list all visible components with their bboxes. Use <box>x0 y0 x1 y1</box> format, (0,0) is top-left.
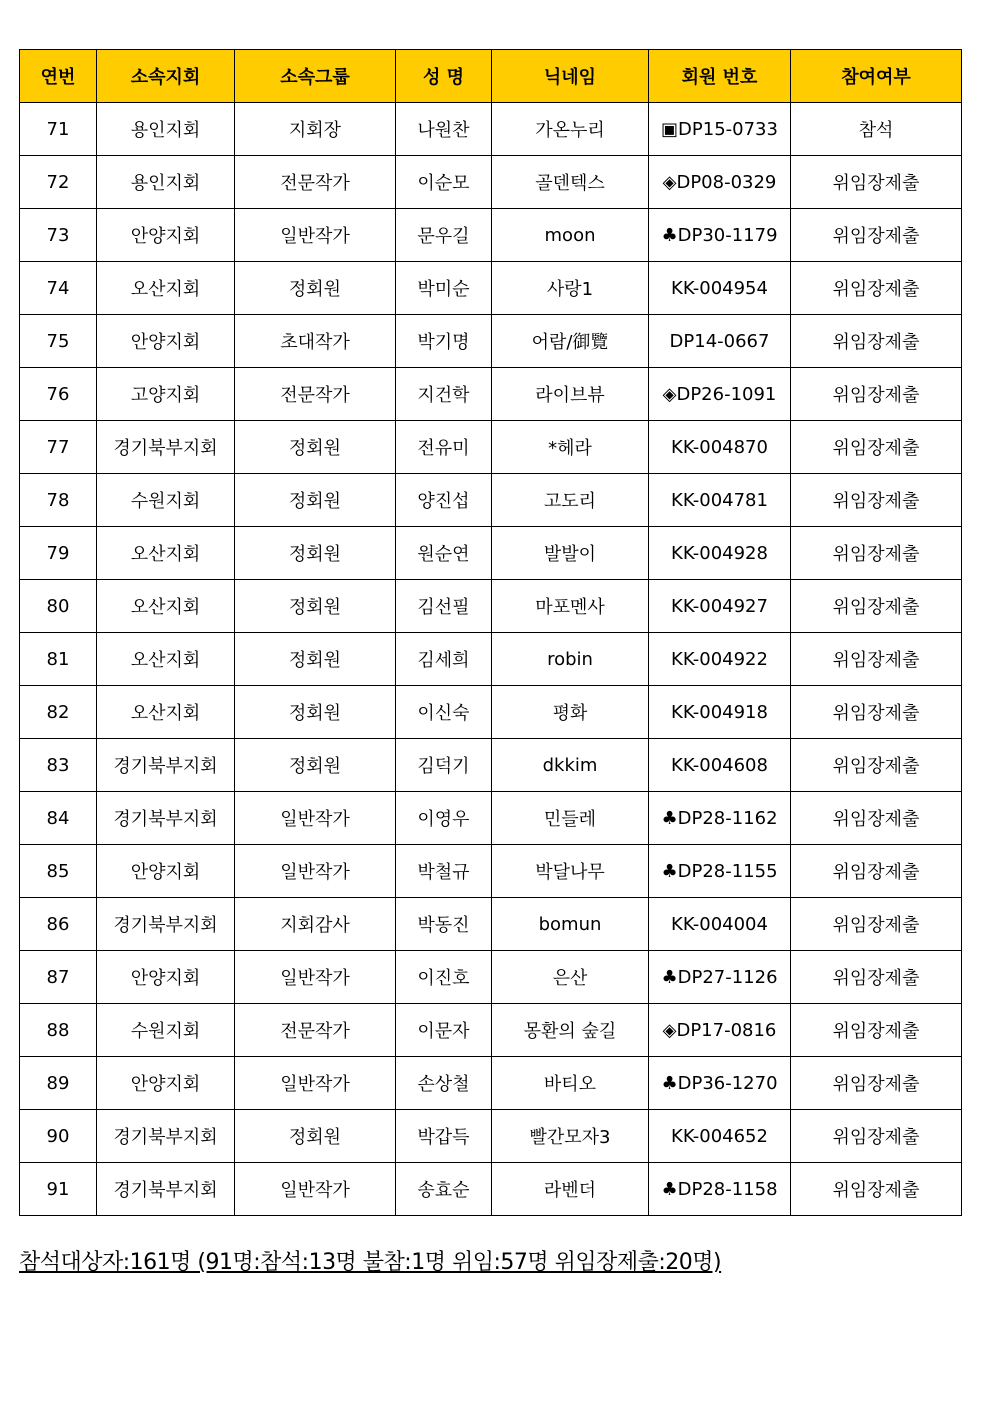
cell-name: 이신숙 <box>396 686 492 739</box>
cell-member-number: ◈DP17-0816 <box>649 1004 791 1057</box>
cell-attendance: 위임장제출 <box>791 527 962 580</box>
table-header-row <box>20 50 962 103</box>
cell-nickname: *헤라 <box>492 421 649 474</box>
cell-attendance: 위임장제출 <box>791 368 962 421</box>
cell-attendance: 위임장제출 <box>791 633 962 686</box>
cell-name: 문우길 <box>396 209 492 262</box>
cell-member-number: ♣DP28-1155 <box>649 845 791 898</box>
cell-nickname: moon <box>492 209 649 262</box>
cell-nickname: 골덴텍스 <box>492 156 649 209</box>
table-row <box>20 209 962 262</box>
cell-member-number: KK-004608 <box>649 739 791 792</box>
cell-group: 초대작가 <box>235 315 396 368</box>
cell-group: 정회원 <box>235 474 396 527</box>
table-row <box>20 1110 962 1163</box>
cell-serial: 86 <box>20 898 97 951</box>
cell-group: 정회원 <box>235 686 396 739</box>
header-nickname: 닉네임 <box>492 50 649 103</box>
cell-member-number: ♣DP27-1126 <box>649 951 791 1004</box>
cell-attendance: 위임장제출 <box>791 315 962 368</box>
cell-nickname: 은산 <box>492 951 649 1004</box>
cell-group: 정회원 <box>235 262 396 315</box>
cell-attendance: 참석 <box>791 103 962 156</box>
cell-serial: 80 <box>20 580 97 633</box>
cell-branch: 안양지회 <box>97 951 235 1004</box>
cell-branch: 용인지회 <box>97 156 235 209</box>
cell-attendance: 위임장제출 <box>791 1004 962 1057</box>
cell-attendance: 위임장제출 <box>791 898 962 951</box>
cell-serial: 84 <box>20 792 97 845</box>
cell-serial: 81 <box>20 633 97 686</box>
cell-name: 박동진 <box>396 898 492 951</box>
cell-member-number: KK-004918 <box>649 686 791 739</box>
cell-name: 박갑득 <box>396 1110 492 1163</box>
cell-name: 양진섭 <box>396 474 492 527</box>
table-row <box>20 1004 962 1057</box>
cell-serial: 83 <box>20 739 97 792</box>
cell-nickname: 라이브뷰 <box>492 368 649 421</box>
attendance-summary: 참석대상자:161명 (91명:참석:13명 불참:1명 위임:57명 위임장제출:20명) <box>19 1250 722 1275</box>
cell-name: 전유미 <box>396 421 492 474</box>
cell-name: 송효순 <box>396 1163 492 1216</box>
table-row <box>20 315 962 368</box>
cell-member-number: KK-004954 <box>649 262 791 315</box>
table-row <box>20 792 962 845</box>
table-row <box>20 580 962 633</box>
cell-branch: 오산지회 <box>97 633 235 686</box>
cell-serial: 87 <box>20 951 97 1004</box>
cell-nickname: 사랑1 <box>492 262 649 315</box>
cell-member-number: ♣DP30-1179 <box>649 209 791 262</box>
cell-attendance: 위임장제출 <box>791 686 962 739</box>
cell-branch: 안양지회 <box>97 315 235 368</box>
cell-nickname: 평화 <box>492 686 649 739</box>
cell-group: 일반작가 <box>235 951 396 1004</box>
cell-member-number: KK-004870 <box>649 421 791 474</box>
cell-attendance: 위임장제출 <box>791 739 962 792</box>
cell-group: 정회원 <box>235 633 396 686</box>
cell-group: 일반작가 <box>235 1163 396 1216</box>
table-row <box>20 898 962 951</box>
cell-nickname: 발발이 <box>492 527 649 580</box>
table-row <box>20 262 962 315</box>
cell-attendance: 위임장제출 <box>791 580 962 633</box>
table-row <box>20 633 962 686</box>
cell-branch: 경기북부지회 <box>97 1110 235 1163</box>
cell-group: 전문작가 <box>235 368 396 421</box>
table-row <box>20 527 962 580</box>
cell-group: 정회원 <box>235 527 396 580</box>
cell-serial: 89 <box>20 1057 97 1110</box>
cell-name: 원순연 <box>396 527 492 580</box>
cell-name: 이진호 <box>396 951 492 1004</box>
table-row <box>20 951 962 1004</box>
cell-member-number: KK-004928 <box>649 527 791 580</box>
cell-group: 전문작가 <box>235 156 396 209</box>
cell-name: 박기명 <box>396 315 492 368</box>
table-row <box>20 156 962 209</box>
cell-group: 정회원 <box>235 421 396 474</box>
cell-name: 김세희 <box>396 633 492 686</box>
cell-attendance: 위임장제출 <box>791 421 962 474</box>
cell-serial: 71 <box>20 103 97 156</box>
cell-member-number: ▣DP15-0733 <box>649 103 791 156</box>
table-row <box>20 1163 962 1216</box>
cell-group: 일반작가 <box>235 845 396 898</box>
cell-nickname: 바티오 <box>492 1057 649 1110</box>
header-branch: 소속지회 <box>97 50 235 103</box>
header-name: 성 명 <box>396 50 492 103</box>
cell-branch: 안양지회 <box>97 209 235 262</box>
cell-attendance: 위임장제출 <box>791 1057 962 1110</box>
cell-attendance: 위임장제출 <box>791 209 962 262</box>
cell-member-number: KK-004652 <box>649 1110 791 1163</box>
cell-name: 이영우 <box>396 792 492 845</box>
cell-nickname: 민들레 <box>492 792 649 845</box>
cell-branch: 경기북부지회 <box>97 792 235 845</box>
cell-name: 이순모 <box>396 156 492 209</box>
cell-attendance: 위임장제출 <box>791 951 962 1004</box>
cell-nickname: 가온누리 <box>492 103 649 156</box>
cell-branch: 고양지회 <box>97 368 235 421</box>
cell-branch: 경기북부지회 <box>97 898 235 951</box>
cell-serial: 90 <box>20 1110 97 1163</box>
cell-group: 정회원 <box>235 739 396 792</box>
cell-nickname: 마포멘사 <box>492 580 649 633</box>
cell-serial: 72 <box>20 156 97 209</box>
cell-name: 이문자 <box>396 1004 492 1057</box>
table-row <box>20 1057 962 1110</box>
cell-serial: 74 <box>20 262 97 315</box>
cell-group: 일반작가 <box>235 1057 396 1110</box>
cell-serial: 75 <box>20 315 97 368</box>
header-attendance: 참여여부 <box>791 50 962 103</box>
cell-branch: 용인지회 <box>97 103 235 156</box>
table-row <box>20 368 962 421</box>
cell-group: 전문작가 <box>235 1004 396 1057</box>
cell-nickname: 어람/御覽 <box>492 315 649 368</box>
header-serial: 연번 <box>20 50 97 103</box>
cell-nickname: 라벤더 <box>492 1163 649 1216</box>
cell-group: 지회장 <box>235 103 396 156</box>
cell-attendance: 위임장제출 <box>791 792 962 845</box>
cell-attendance: 위임장제출 <box>791 1163 962 1216</box>
cell-member-number: KK-004922 <box>649 633 791 686</box>
cell-name: 손상철 <box>396 1057 492 1110</box>
cell-member-number: ♣DP28-1158 <box>649 1163 791 1216</box>
cell-branch: 안양지회 <box>97 845 235 898</box>
cell-name: 박미순 <box>396 262 492 315</box>
cell-serial: 79 <box>20 527 97 580</box>
cell-group: 일반작가 <box>235 792 396 845</box>
cell-serial: 88 <box>20 1004 97 1057</box>
cell-member-number: KK-004927 <box>649 580 791 633</box>
cell-branch: 수원지회 <box>97 1004 235 1057</box>
cell-name: 지건학 <box>396 368 492 421</box>
cell-member-number: KK-004781 <box>649 474 791 527</box>
cell-serial: 76 <box>20 368 97 421</box>
cell-name: 김선필 <box>396 580 492 633</box>
cell-attendance: 위임장제출 <box>791 845 962 898</box>
cell-attendance: 위임장제출 <box>791 1110 962 1163</box>
cell-serial: 85 <box>20 845 97 898</box>
cell-nickname: 빨간모자3 <box>492 1110 649 1163</box>
cell-member-number: ♣DP28-1162 <box>649 792 791 845</box>
cell-branch: 안양지회 <box>97 1057 235 1110</box>
cell-nickname: dkkim <box>492 739 649 792</box>
cell-serial: 73 <box>20 209 97 262</box>
cell-serial: 77 <box>20 421 97 474</box>
cell-attendance: 위임장제출 <box>791 156 962 209</box>
cell-branch: 오산지회 <box>97 580 235 633</box>
cell-attendance: 위임장제출 <box>791 474 962 527</box>
cell-nickname: robin <box>492 633 649 686</box>
cell-member-number: ♣DP36-1270 <box>649 1057 791 1110</box>
cell-serial: 78 <box>20 474 97 527</box>
table-row <box>20 421 962 474</box>
cell-name: 박철규 <box>396 845 492 898</box>
header-member-number: 회원 번호 <box>649 50 791 103</box>
cell-nickname: 박달나무 <box>492 845 649 898</box>
cell-group: 정회원 <box>235 1110 396 1163</box>
cell-serial: 82 <box>20 686 97 739</box>
cell-branch: 경기북부지회 <box>97 421 235 474</box>
cell-nickname: 고도리 <box>492 474 649 527</box>
cell-group: 정회원 <box>235 580 396 633</box>
table-row <box>20 474 962 527</box>
member-roster-table <box>19 49 962 1216</box>
table-row <box>20 845 962 898</box>
cell-group: 지회감사 <box>235 898 396 951</box>
header-group: 소속그룹 <box>235 50 396 103</box>
cell-name: 김덕기 <box>396 739 492 792</box>
cell-branch: 경기북부지회 <box>97 1163 235 1216</box>
cell-member-number: ◈DP26-1091 <box>649 368 791 421</box>
table-row <box>20 739 962 792</box>
cell-serial: 91 <box>20 1163 97 1216</box>
cell-nickname: bomun <box>492 898 649 951</box>
cell-branch: 수원지회 <box>97 474 235 527</box>
cell-name: 나원찬 <box>396 103 492 156</box>
cell-group: 일반작가 <box>235 209 396 262</box>
cell-branch: 경기북부지회 <box>97 739 235 792</box>
cell-member-number: KK-004004 <box>649 898 791 951</box>
cell-nickname: 몽환의 숲길 <box>492 1004 649 1057</box>
cell-branch: 오산지회 <box>97 527 235 580</box>
cell-attendance: 위임장제출 <box>791 262 962 315</box>
cell-member-number: ◈DP08-0329 <box>649 156 791 209</box>
table-row <box>20 103 962 156</box>
cell-branch: 오산지회 <box>97 262 235 315</box>
table-row <box>20 686 962 739</box>
cell-member-number: DP14-0667 <box>649 315 791 368</box>
cell-branch: 오산지회 <box>97 686 235 739</box>
